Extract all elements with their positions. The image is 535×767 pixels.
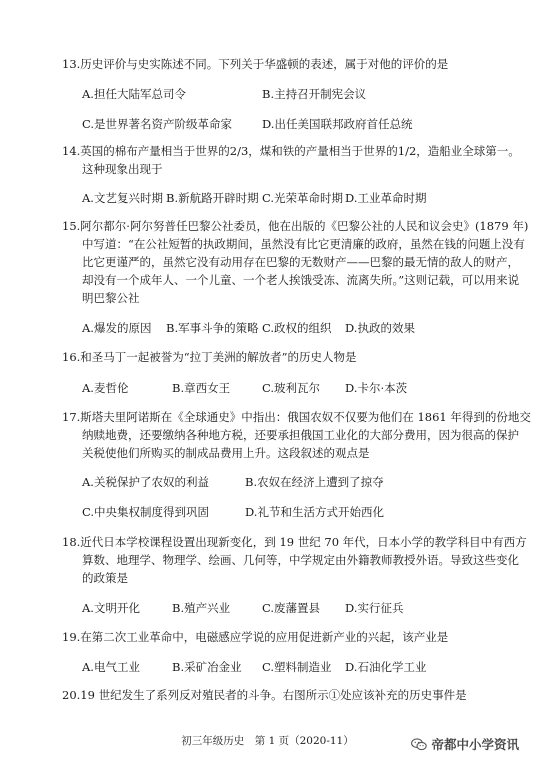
wechat-icon <box>411 738 427 751</box>
q19-option-d: D.石油化学工业 <box>345 660 427 674</box>
q16-option-b: B.章西女王 <box>172 381 231 395</box>
q13-option-a: A.担任大陆军总司令 <box>82 87 186 101</box>
page-footer: 初三年级历史 第 1 页（2020-11） <box>181 735 354 747</box>
q18-option-b: B.殖产兴业 <box>172 601 231 615</box>
q14-stem-line-2: 这种现象出现于 <box>82 162 163 176</box>
q16-option-c: C.玻利瓦尔 <box>262 381 321 395</box>
q19-option-c: C.塑料制造业 <box>262 660 332 674</box>
q14-option-d: D.工业革命时期 <box>345 191 427 205</box>
q13-option-c: C.是世界著名资产阶级革命家 <box>82 117 233 131</box>
q17-option-b: B.农奴在经济上遭到了掠夺 <box>245 475 384 489</box>
watermark-text: 帝都中小学资讯 <box>431 737 519 752</box>
q15-option-a: A.爆发的原因 <box>82 321 152 335</box>
q19-option-b: B.采矿冶金业 <box>172 660 242 674</box>
q18-option-d: D.实行征兵 <box>345 601 404 615</box>
q13-stem-line-1: 13.历史评价与史实陈述不同。下列关于华盛顿的表述，属于对他的评价的是 <box>62 57 449 71</box>
q18-stem-line-1: 18.近代日本学校课程设置出现新变化，到 19 世纪 70 年代，日本小学的教学科目中有西方 <box>62 535 527 549</box>
q15-stem-line-5: 明巴黎公社 <box>82 291 140 305</box>
q17-option-a: A.关税保护了农奴的利益 <box>82 475 209 489</box>
q20-stem-line-1: 20.19 世纪发生了系列反对殖民者的斗争。右图所示①处应该补充的历史事件是 <box>62 688 467 702</box>
q14-stem-line-1: 14.英国的棉布产量相当于世界的2/3，煤和铁的产量相当于世界的1/2，造船业全球第一。 <box>62 144 520 158</box>
q16-option-a: A.麦哲伦 <box>82 381 129 395</box>
wechat-watermark <box>411 735 519 753</box>
q18-option-a: A.文明开化 <box>82 601 140 615</box>
q13-option-b: B.主持召开制宪会议 <box>262 87 367 101</box>
q16-stem-line-1: 16.和圣马丁一起被誉为“拉丁美洲的解放者”的历史人物是 <box>62 350 357 364</box>
q15-option-b: B.军事斗争的策略 <box>166 321 259 335</box>
q17-stem-line-2: 纳赎地费，还要缴纳各种地方税，还要承担俄国工业化的大部分费用，因为很高的保护 <box>82 428 519 442</box>
q15-option-d: D.执政的效果 <box>345 321 415 335</box>
q18-option-c: C.废藩置县 <box>262 601 321 615</box>
q14-option-b: B.新航路开辟时期 <box>166 191 259 205</box>
q15-stem-line-4: 却没有一个成年人、一个儿童、一个老人挨饿受冻、流离失所。”这则记载，可以用来说 <box>82 273 520 287</box>
q15-option-c: C.政权的组织 <box>262 321 332 335</box>
q16-option-d: D.卡尔·本茨 <box>345 381 408 395</box>
q15-stem-line-3: 比它更谨严的，虽然它没有动用存在巴黎的无数财产——巴黎的最无情的敌人的财产， <box>82 255 519 269</box>
q19-stem-line-1: 19.在第二次工业革命中，电磁感应学说的应用促进新产业的兴起，该产业是 <box>62 630 449 644</box>
q13-option-d: D.出任美国联邦政府首任总统 <box>262 117 413 131</box>
q15-stem-line-1: 15.阿尔都尔·阿尔努普任巴黎公社委员，他在出版的《巴黎公社的人民和议会史》(1879 年) <box>62 219 529 233</box>
q18-stem-line-2: 算数、地理学、物理学、绘画、几何等，中学规定由外籍教师教授外语。导致这些变化 <box>82 553 519 567</box>
q19-option-a: A.电气工业 <box>82 660 140 674</box>
q15-stem-line-2: 中写道：“在公社短暂的执政期间，虽然没有比它更清廉的政府，虽然在钱的问题上没有 <box>82 237 525 251</box>
q14-option-c: C.光荣革命时期 <box>262 191 344 205</box>
q17-stem-line-3: 关税使他们所购买的制成品费用上升。这段叙述的观点是 <box>82 446 370 460</box>
q17-option-c: C.中央集权制度得到巩固 <box>82 505 210 519</box>
q17-stem-line-1: 17.斯塔夫里阿诺斯在《全球通史》中指出：俄国农奴不仅要为他们在 1861 年得到的份地交 <box>62 410 531 424</box>
q17-option-d: D.礼节和生活方式开始西化 <box>245 505 384 519</box>
q18-stem-line-3: 的政策是 <box>82 571 128 585</box>
q14-option-a: A.文艺复兴时期 <box>82 191 163 205</box>
